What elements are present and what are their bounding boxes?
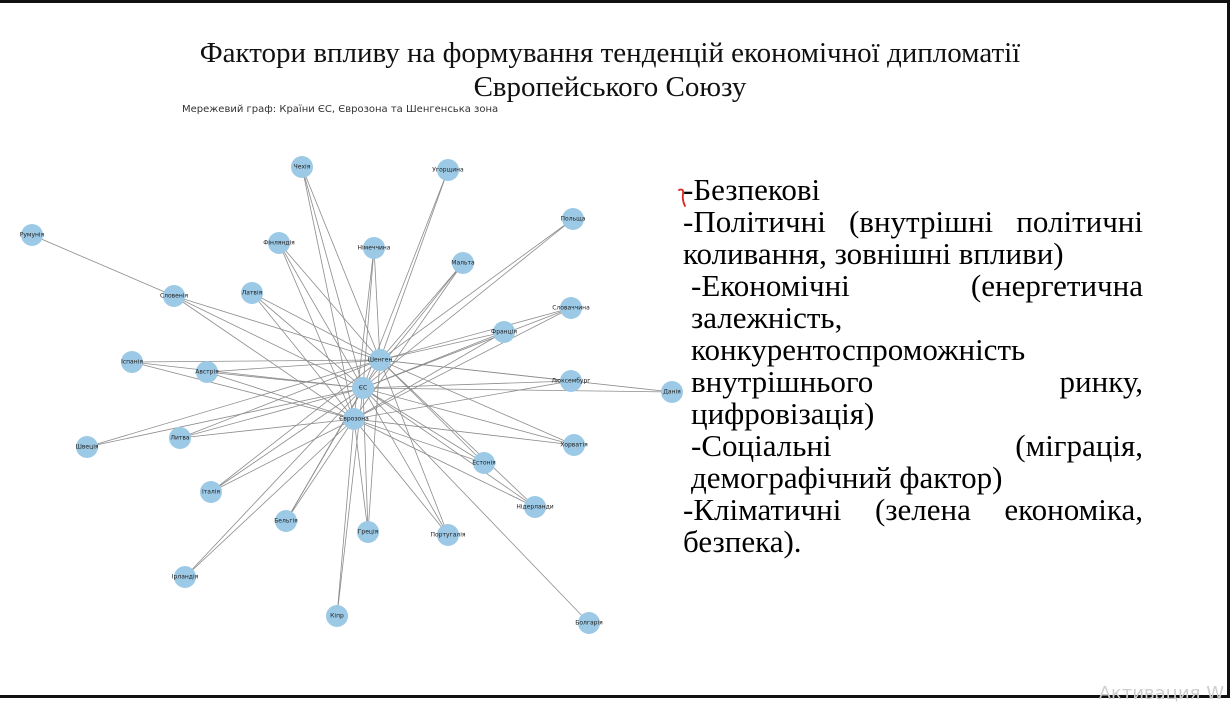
slide-title-line1: Фактори впливу на формування тенденцій економічної дипломатії <box>199 37 1021 69</box>
graph-node-mt <box>451 252 475 274</box>
graph-node-label: Фінляндія <box>263 239 295 247</box>
graph-edge-lv-eu <box>252 293 363 388</box>
factor-economic: -Економічні (енергетична залежність, конкурентоспроможність внутрішнього ринку, цифровізація) <box>691 268 1143 431</box>
graph-edge-nl-ez <box>354 419 535 507</box>
graph-edge-se-eu <box>87 388 363 447</box>
graph-node-label: Єврозона <box>339 415 369 423</box>
graph-node-label: Данія <box>663 388 681 396</box>
graph-node-label: Румунія <box>19 231 45 239</box>
graph-node-bg <box>575 612 603 634</box>
graph-node-si <box>160 285 189 307</box>
graph-node-label: Кіпр <box>330 612 344 620</box>
graph-node-label: Хорватія <box>560 441 588 449</box>
graph-node-label: Словенія <box>159 292 189 300</box>
graph-node-pt <box>431 524 466 546</box>
graph-node-label: Франція <box>491 328 517 336</box>
graph-node-label: Болгарія <box>575 619 603 627</box>
graph-node-label: Польща <box>560 215 586 223</box>
graph-node-label: Італія <box>201 488 221 496</box>
graph-node-label: Литва <box>170 434 190 442</box>
graph-node-label: Бельгія <box>274 517 298 525</box>
graph-edge-be-ez <box>286 419 354 521</box>
graph-edge-es-ez <box>132 362 354 419</box>
graph-caption: Мережевий граф: Країни ЄС, Єврозона та Шенгенська зона <box>182 104 499 115</box>
graph-node-be <box>274 510 298 532</box>
graph-edge-cz-eu <box>302 167 363 388</box>
graph-node-nl <box>516 496 553 518</box>
graph-node-label: Австрія <box>195 368 219 376</box>
graph-node-label: Чехія <box>293 163 311 171</box>
graph-edge-si-sch <box>174 296 380 360</box>
graph-edge-pt-ez <box>354 419 448 535</box>
graph-edge-pl-eu <box>363 219 573 388</box>
graph-edge-es-sch <box>132 360 380 362</box>
graph-edge-hu-sch <box>380 170 448 360</box>
graph-node-lt <box>169 427 191 449</box>
graph-node-label: Швеція <box>75 443 99 451</box>
activation-watermark: Активация W <box>1098 683 1224 704</box>
graph-edge-it-ez <box>211 419 354 492</box>
graph-edge-cz-sch <box>302 167 380 360</box>
graph-edge-at-eu <box>207 372 363 388</box>
graph-node-label: Естонія <box>472 459 496 467</box>
graph-node-fi <box>263 232 295 254</box>
graph-node-label: Нідерланди <box>516 503 554 511</box>
factor-security: -Безпекові <box>683 172 821 207</box>
graph-node-label: Шенген <box>367 356 393 364</box>
factor-political: -Політичні (внутрішні політичні коливання, зовнішні впливи) <box>683 204 1143 271</box>
graph-node-label: ЄС <box>358 384 368 392</box>
graph-node-sk <box>552 297 590 319</box>
graph-node-label: Іспанія <box>121 358 143 366</box>
graph-edge-cy-ez <box>337 419 354 616</box>
factor-climate: -Кліматичні (зелена економіка, безпека). <box>683 492 1143 559</box>
graph-node-label: Ірландія <box>171 573 199 581</box>
graph-node-se <box>75 436 98 458</box>
graph-node-ro <box>20 224 45 246</box>
graph-edge-hr-eu <box>363 388 574 445</box>
graph-edge-hr-ez <box>354 419 574 445</box>
factor-social: -Соціальні (міграція, демографічний фактор) <box>691 428 1143 495</box>
factors-list <box>683 174 1143 558</box>
graph-node-label: Словаччина <box>552 304 590 312</box>
graph-node-label: Люксембург <box>551 377 591 385</box>
graph-node-es <box>121 351 143 373</box>
graph-node-label: Німеччина <box>357 244 391 252</box>
graph-node-ie <box>172 566 199 588</box>
graph-node-cz <box>291 156 313 178</box>
graph-node-de <box>358 237 391 259</box>
graph-edge-de-sch <box>374 248 380 360</box>
graph-node-label: Греція <box>357 528 379 536</box>
graph-node-label: Угорщина <box>432 166 464 174</box>
graph-node-label: Латвія <box>241 289 263 297</box>
graph-node-hr <box>560 434 588 456</box>
graph-edge-nl-eu <box>363 388 535 507</box>
graph-edge-pl-sch <box>380 219 573 360</box>
slide-title-line2: Європейського Союзу <box>473 71 747 103</box>
graph-nodes <box>20 156 683 634</box>
graph-node-hu <box>432 159 464 181</box>
graph-node-fr <box>491 321 517 343</box>
graph-node-label: Португалія <box>430 531 466 539</box>
graph-node-at <box>195 361 219 383</box>
graph-node-label: Мальта <box>451 259 475 267</box>
graph-node-eu <box>352 377 374 399</box>
graph-node-cy <box>326 605 348 627</box>
graph-edge-nl-sch <box>380 360 535 507</box>
graph-edge-ro-si <box>32 235 174 296</box>
graph-node-lv <box>241 282 263 304</box>
graph-edge-dk-sch <box>380 360 672 392</box>
graph-edge-be-eu <box>286 388 363 521</box>
graph-node-gr <box>357 521 379 543</box>
graph-node-it <box>200 481 222 503</box>
graph-edge-hr-sch <box>380 360 574 445</box>
graph-edge-fi-sch <box>279 243 380 360</box>
graph-edge-lu-eu <box>363 381 571 388</box>
graph-node-dk <box>661 381 683 403</box>
graph-node-pl <box>561 208 586 230</box>
graph-node-lu <box>552 370 591 392</box>
graph-edges <box>32 167 672 623</box>
graph-edge-sk-sch <box>380 308 571 360</box>
graph-edge-bg-eu <box>363 388 589 623</box>
